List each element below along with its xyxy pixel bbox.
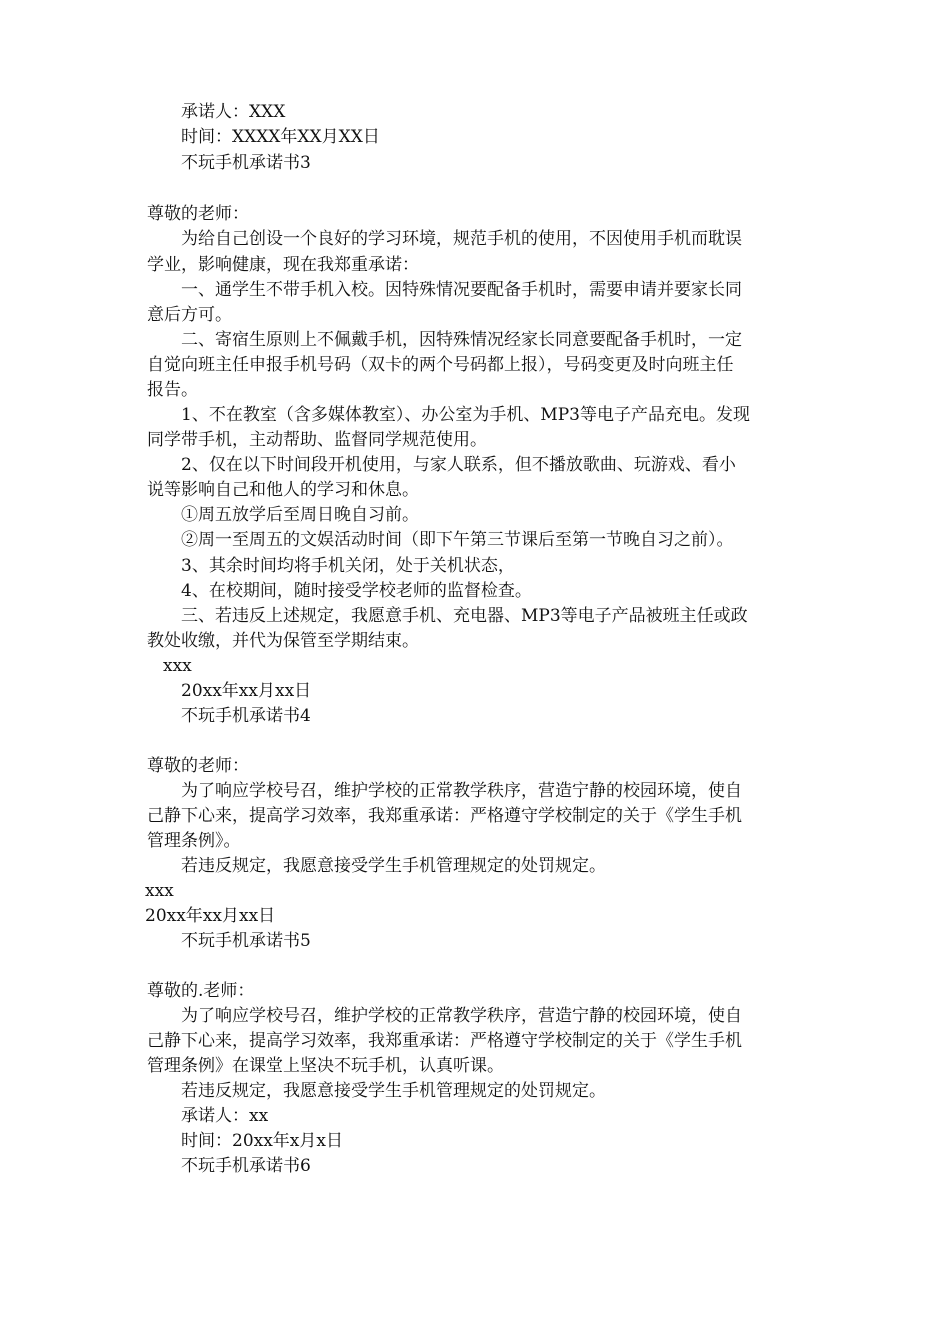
signer-line: xxx <box>163 656 192 676</box>
paragraph-line: 意后方可。 <box>147 305 232 325</box>
section-title: 不玩手机承诺书3 <box>181 153 311 173</box>
date-line: 20xx年xx月xx日 <box>181 681 312 701</box>
paragraph-line: 管理条例》。 <box>147 831 241 851</box>
paragraph-line: 二、寄宿生原则上不佩戴手机，因特殊情况经家长同意要配备手机时，一定 <box>181 330 742 350</box>
paragraph-line: ①周五放学后至周日晚自习前。 <box>181 505 419 525</box>
paragraph-line: 同学带手机，主动帮助、监督同学规范使用。 <box>147 430 487 450</box>
section-title: 不玩手机承诺书6 <box>181 1156 311 1176</box>
paragraph-line: 己静下心来，提高学习效率，我郑重承诺：严格遵守学校制定的关于《学生手机 <box>147 1031 742 1051</box>
paragraph-line: 4、在校期间，随时接受学校老师的监督检查。 <box>181 581 532 601</box>
date-line: 时间：20xx年x月x日 <box>181 1131 343 1151</box>
paragraph-line: 管理条例》在课堂上坚决不玩手机，认真听课。 <box>147 1056 504 1076</box>
signer-line: 承诺人：XXX <box>181 102 286 122</box>
salutation: 尊敬的老师： <box>147 204 249 224</box>
signer-line: 承诺人：xx <box>181 1106 269 1126</box>
paragraph-line: 己静下心来，提高学习效率，我郑重承诺：严格遵守学校制定的关于《学生手机 <box>147 806 742 826</box>
paragraph-line: 报告。 <box>147 380 198 400</box>
paragraph-line: 一、通学生不带手机入校。因特殊情况要配备手机时，需要申请并要家长同 <box>181 280 742 300</box>
paragraph-line: 1、不在教室（含多媒体教室）、办公室为手机、MP3等电子产品充电。发现 <box>181 405 750 425</box>
date-line: 20xx年xx月xx日 <box>145 906 276 926</box>
paragraph-line: 学业，影响健康，现在我郑重承诺： <box>147 255 419 275</box>
paragraph-line: 若违反规定，我愿意接受学生手机管理规定的处罚规定。 <box>181 856 606 876</box>
salutation: 尊敬的.老师： <box>147 981 255 1001</box>
paragraph-line: 三、若违反上述规定，我愿意手机、充电器、MP3等电子产品被班主任或政 <box>181 606 748 626</box>
section-title: 不玩手机承诺书5 <box>181 931 311 951</box>
salutation: 尊敬的老师： <box>147 756 249 776</box>
paragraph-line: 教处收缴，并代为保管至学期结束。 <box>147 631 419 651</box>
paragraph-line: 为了响应学校号召，维护学校的正常教学秩序，营造宁静的校园环境，使自 <box>181 1006 742 1026</box>
paragraph-line: 3、其余时间均将手机关闭，处于关机状态， <box>181 556 515 576</box>
paragraph-line: 为了响应学校号召，维护学校的正常教学秩序，营造宁静的校园环境，使自 <box>181 781 742 801</box>
paragraph-line: 若违反规定，我愿意接受学生手机管理规定的处罚规定。 <box>181 1081 606 1101</box>
paragraph-line: 2、仅在以下时间段开机使用，与家人联系，但不播放歌曲、玩游戏、看小 <box>181 455 736 475</box>
paragraph-line: 自觉向班主任申报手机号码（双卡的两个号码都上报），号码变更及时向班主任 <box>147 355 734 375</box>
section-title: 不玩手机承诺书4 <box>181 706 311 726</box>
paragraph-line: ②周一至周五的文娱活动时间（即下午第三节课后至第一节晚自习之前）。 <box>181 530 734 550</box>
signer-line: xxx <box>145 881 174 901</box>
date-line: 时间：XXXX年XX月XX日 <box>181 127 380 147</box>
paragraph-line: 说等影响自己和他人的学习和休息。 <box>147 480 419 500</box>
paragraph-line: 为给自己创设一个良好的学习环境，规范手机的使用，不因使用手机而耽误 <box>181 229 742 249</box>
